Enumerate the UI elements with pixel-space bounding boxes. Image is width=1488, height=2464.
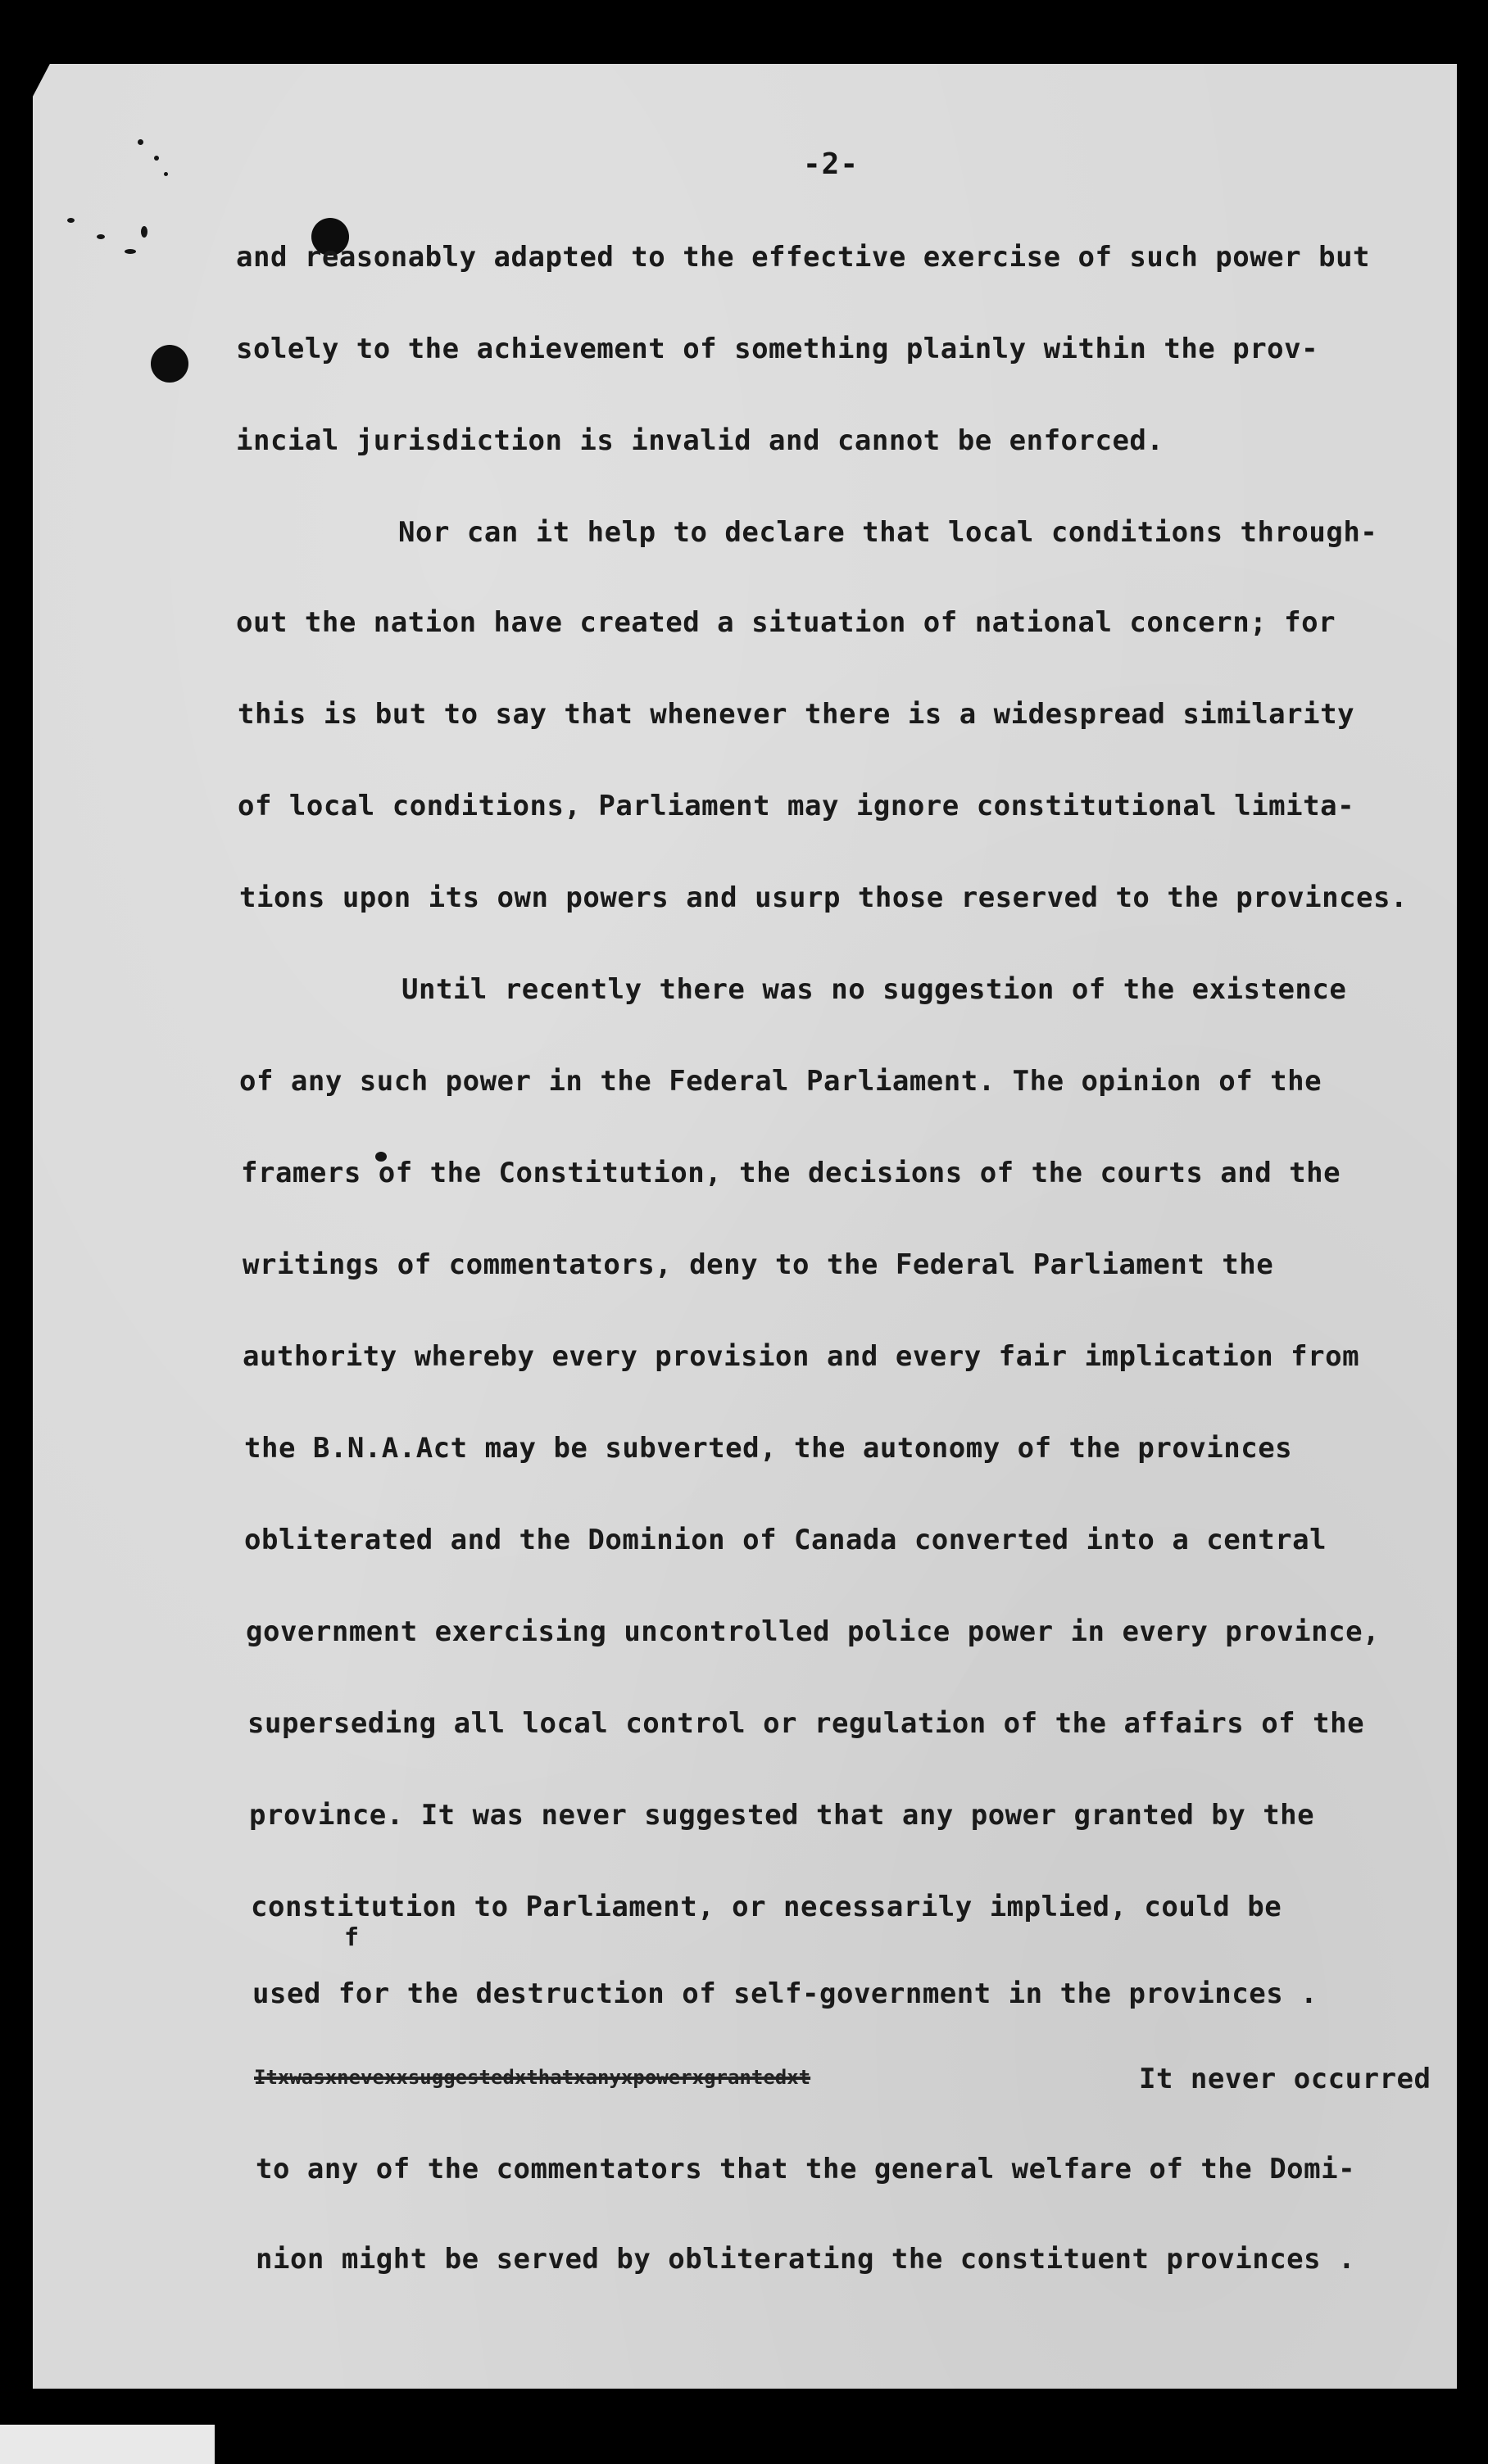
text-line: and reasonably adapted to the effective exercise of such power but xyxy=(236,241,1371,274)
text-line: writings of commentators, deny to the Federal Parliament the xyxy=(243,1248,1274,1281)
text-line: Nor can it help to declare that local conditions through- xyxy=(398,516,1378,549)
text-line: to any of the commentators that the general welfare of the Domi- xyxy=(256,2153,1356,2185)
text-line: used for the destruction of self-government in the provinces . xyxy=(252,1977,1318,2010)
ink-speck xyxy=(138,139,143,145)
text-line: nion might be served by obliterating the constituent provinces . xyxy=(256,2243,1356,2276)
document-page xyxy=(33,64,1457,2389)
text-line: incial jurisdiction is invalid and cannot be enforced. xyxy=(236,424,1164,457)
text-line: province. It was never suggested that any power granted by the xyxy=(249,1799,1315,1832)
text-line: It never occurred xyxy=(1139,2063,1431,2095)
text-line: this is but to say that whenever there is a widespread similarity xyxy=(238,698,1355,731)
text-line: the B.N.A.Act may be subverted, the autonomy of the provinces xyxy=(244,1432,1293,1465)
interlinear-correction: f xyxy=(344,1923,360,1952)
ink-speck xyxy=(164,172,168,176)
text-line: of any such power in the Federal Parliament. The opinion of the xyxy=(239,1065,1322,1098)
punch-hole xyxy=(151,345,188,383)
struck-out-text: Itxwasxnevexxsuggestedxthatxanyxpowerxgrantedxt xyxy=(254,2066,811,2089)
text-line: obliterated and the Dominion of Canada converted into a central xyxy=(244,1524,1327,1556)
ink-speck xyxy=(125,249,136,254)
text-line: framers of the Constitution, the decisions of the courts and the xyxy=(241,1157,1341,1189)
ink-speck xyxy=(67,218,75,223)
text-line: authority whereby every provision and every fair implication from xyxy=(243,1340,1360,1373)
text-line: of local conditions, Parliament may ignore constitutional limita- xyxy=(238,790,1355,822)
ink-speck xyxy=(141,226,147,238)
text-line: constitution to Parliament, or necessarily implied, could be xyxy=(251,1891,1282,1923)
text-line: out the nation have created a situation of national concern; for xyxy=(236,606,1336,639)
ink-speck xyxy=(97,234,105,239)
text-line: government exercising uncontrolled police power in every province, xyxy=(246,1615,1381,1648)
ink-speck xyxy=(154,156,159,161)
text-line: tions upon its own powers and usurp those reserved to the provinces. xyxy=(239,881,1408,914)
page-number: -2- xyxy=(803,147,860,181)
film-label-strip xyxy=(0,2425,215,2464)
text-line: Until recently there was no suggestion of the existence xyxy=(401,973,1347,1006)
text-line: solely to the achievement of something plainly within the prov- xyxy=(236,333,1319,365)
text-line: superseding all local control or regulation of the affairs of the xyxy=(247,1707,1365,1740)
